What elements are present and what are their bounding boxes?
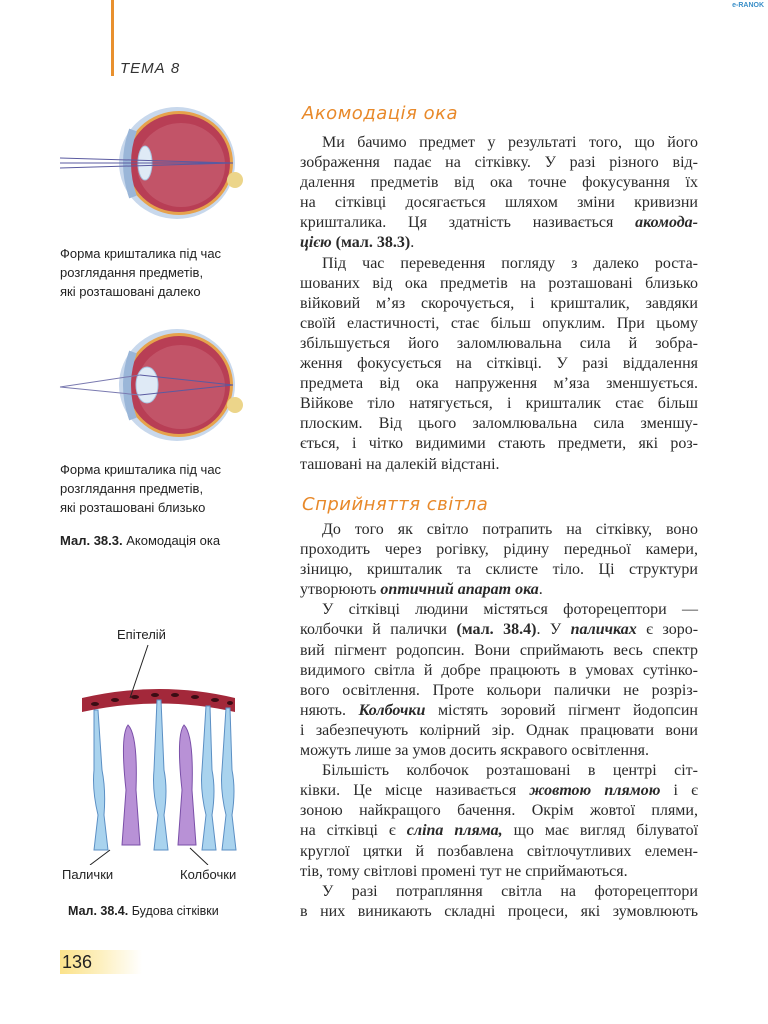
text-line	[300, 882, 698, 902]
text-line	[300, 862, 698, 882]
eye-far-illustration	[55, 105, 255, 225]
figure-label: Мал. 38.3.	[60, 533, 123, 548]
text-run: До того як світло потрапить на сітківку, воно	[322, 521, 698, 538]
text-run: Війкове тіло натягується, і кришталик стає більш	[300, 395, 698, 413]
text-run: .	[410, 234, 415, 252]
text-line	[300, 354, 698, 374]
text-run: своїй еластичності, стає більш опуклим. При цьому	[300, 314, 698, 332]
figure-38-3-caption	[60, 531, 220, 550]
publisher-logo: e-RANOK	[732, 2, 764, 9]
caption-line: які розташовані далеко	[60, 284, 201, 299]
text-line	[300, 520, 698, 540]
emphasized-term: акомода-	[635, 214, 698, 232]
emphasized-term: сліпа пляма,	[406, 822, 503, 840]
caption-line: які розташовані близько	[60, 500, 206, 515]
caption-line: розглядання предметів,	[60, 481, 204, 496]
emphasized-term: паличках	[570, 621, 637, 639]
text-run: ташовані на далекій відстані.	[300, 455, 500, 473]
section-heading-light-perception: Сприйняття світла	[302, 494, 489, 515]
text-line	[300, 600, 698, 620]
emphasized-term: (мал. 38.3)	[331, 234, 411, 252]
caption-line: розглядання предметів,	[60, 265, 204, 280]
text-run: ється, і чітко видимими стають предмети, які роз-	[300, 435, 698, 453]
text-line	[300, 233, 698, 253]
text-run: ківки. Це місце називається	[300, 782, 530, 800]
text-run: шованих від ока предметів на розташовані близько	[300, 274, 699, 292]
text-run: У разі потрапляння світла на фоторецептори	[322, 882, 698, 900]
text-line	[300, 153, 698, 173]
text-run: тів, тому світлові промені тут не сприймаються.	[300, 862, 628, 880]
figure-title: Акомодація ока	[126, 533, 221, 548]
text-run: є зоро-	[636, 621, 699, 639]
text-run: вого освітлення. Проте кольори палички не розріз-	[300, 681, 698, 699]
emphasized-term: цією	[300, 234, 332, 252]
text-run: проходить через рогівку, рідину передньої камери,	[300, 541, 698, 559]
label-epithelium: Епітелій	[117, 627, 166, 642]
text-line	[300, 741, 698, 761]
text-run: містять зоровий пігмент йодопсин	[425, 701, 698, 719]
text-line	[300, 274, 698, 294]
text-run: на сітківці є	[300, 822, 407, 840]
text-line	[300, 620, 698, 640]
eye-near-caption	[60, 460, 221, 517]
text-run: кришталика. Ця здатність називається	[300, 214, 636, 232]
emphasized-term: (мал. 38.4)	[456, 621, 537, 639]
text-line	[300, 681, 698, 701]
text-run: круглої цятки й позбавлена світлочутливих елемен-	[300, 842, 698, 860]
text-line	[300, 721, 698, 741]
eye-far-caption	[60, 244, 221, 301]
figure-title: Будова сітківки	[131, 904, 219, 918]
topic-marker-line	[111, 0, 114, 76]
text-line	[300, 133, 698, 153]
text-run: У сітківці людини містяться фоторецептори —	[322, 601, 698, 619]
section-heading-accommodation: Акомодація ока	[302, 103, 458, 124]
text-run: війковий м’яз скорочується, і кришталик, завдяки	[300, 294, 698, 312]
text-line	[300, 294, 698, 314]
text-line	[300, 455, 698, 475]
retina-illustration	[60, 640, 260, 865]
label-cones: Колбочки	[180, 867, 237, 882]
text-line	[300, 334, 698, 354]
text-line	[300, 414, 698, 434]
text-line	[300, 193, 698, 213]
page-number: 136	[60, 950, 142, 974]
text-line	[300, 213, 698, 233]
text-run: колбочки й палички	[300, 621, 457, 639]
text-line	[300, 641, 698, 661]
text-line	[300, 580, 698, 600]
figure-label: Мал. 38.4.	[68, 904, 129, 918]
text-run: збільшується його заломлювальна сила й зобра-	[300, 334, 699, 352]
text-run: на сітківці досягається шляхом зміни кривизни	[300, 194, 698, 212]
emphasized-term: жовтою плямою	[529, 782, 661, 800]
text-line	[300, 821, 698, 841]
text-run: . У	[536, 621, 571, 639]
text-run: .	[538, 581, 543, 599]
text-run: няють.	[300, 701, 359, 719]
text-run: предмета від ока напруження м’яза зменшується.	[300, 375, 698, 393]
caption-line: Форма кришталика під час	[60, 462, 222, 477]
text-line	[300, 661, 698, 681]
section-body-light-perception	[300, 520, 698, 922]
text-run: далення предметів від ока точне фокусування їх	[300, 174, 699, 192]
text-line	[300, 801, 698, 821]
emphasized-term: оптичний апарат ока	[380, 581, 539, 599]
text-line	[300, 434, 698, 454]
text-line	[300, 374, 698, 394]
text-run: в них виникають складні процеси, які зумовлюють	[300, 902, 698, 920]
text-run: Ми бачимо предмет у результаті того, що його	[322, 134, 698, 151]
eye-near-illustration	[55, 325, 255, 450]
text-line	[300, 781, 698, 801]
text-line	[300, 902, 698, 922]
caption-line: Форма кришталика під час	[60, 246, 222, 261]
text-run: і є	[660, 782, 698, 800]
text-run: плоским. Від цього заломлювальна сила зменшу-	[300, 415, 699, 433]
emphasized-term: Колбочки	[358, 701, 426, 719]
text-run: можуть лише за умов досить яскравого освітлення.	[300, 742, 650, 760]
text-run: утворюють	[300, 581, 381, 599]
figure-38-4-caption	[68, 902, 219, 921]
label-rods: Палички	[62, 867, 114, 882]
text-run: зіницю, кришталик та склисте тіло. Ці структури	[300, 561, 698, 579]
text-line	[300, 701, 698, 721]
text-line	[300, 560, 698, 580]
text-run: вий пігмент родопсин. Вони сприймають весь спектр	[300, 641, 698, 659]
text-run: зображення падає на сітківку. У разі різного від-	[300, 154, 698, 172]
text-run: що має вигляд білуватої	[502, 822, 699, 840]
text-run: Під час переведення погляду з далеко роста-	[322, 254, 698, 272]
section-body-accommodation	[300, 133, 698, 475]
text-run: Більшість колбочок розташовані в центрі сіт-	[322, 762, 699, 780]
text-line	[300, 761, 698, 781]
text-run: ження фокусується на сітківці. У разі віддалення	[300, 355, 699, 373]
text-run: зоною найкращого бачення. Окрім жовтої плями,	[300, 802, 698, 820]
text-line	[300, 842, 698, 862]
text-line	[300, 314, 698, 334]
text-run: видимого світла й добре працюють в умовах сутінко-	[300, 661, 699, 679]
topic-label: ТЕМА 8	[120, 60, 181, 77]
text-line	[300, 394, 698, 414]
text-run: і забезпечують колірний зір. Однак працювати вони	[300, 721, 698, 739]
text-line	[300, 540, 698, 560]
text-line	[300, 173, 698, 193]
text-line	[300, 254, 698, 274]
